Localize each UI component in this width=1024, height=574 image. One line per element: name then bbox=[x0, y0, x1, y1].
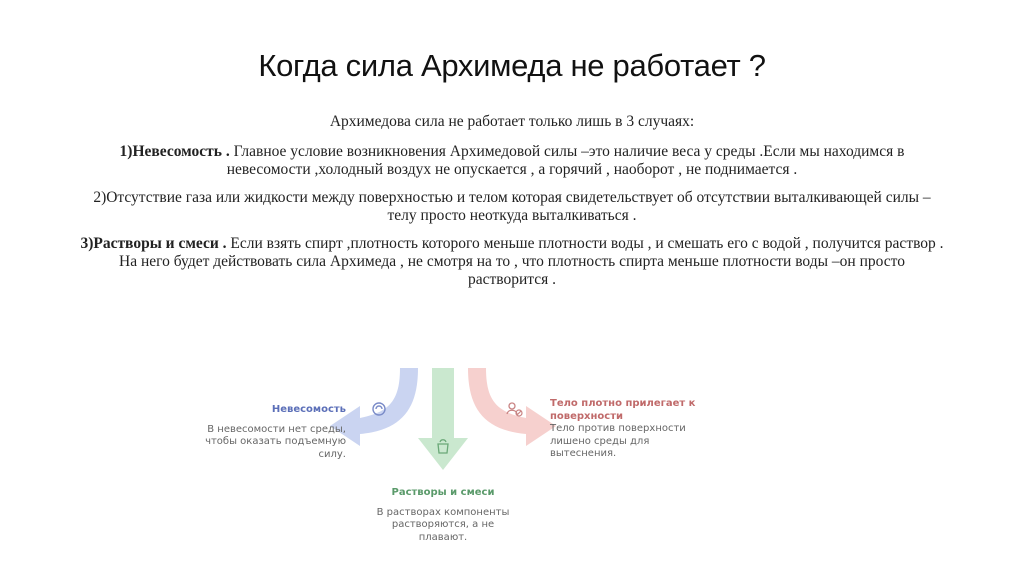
bottom-desc-line: растворяются, а не bbox=[391, 519, 495, 530]
case-2 bbox=[80, 189, 944, 225]
case-3-lead: 3)Растворы и смеси . bbox=[80, 235, 227, 252]
bottom-desc bbox=[343, 507, 543, 545]
right-heading-line: Тело плотно прилегает к bbox=[550, 398, 696, 409]
bottom-desc-line: В растворах компоненты bbox=[376, 506, 510, 518]
bottom-desc-line: плавают. bbox=[418, 531, 468, 543]
case-1-text: Главное условие возникновения Архимедовой силы –это наличие веса у среды .Если мы находимся в невесомости ,холодный воздух не опускается , а горячий , наоборот , не поднимается . bbox=[226, 143, 905, 178]
intro-text: Архимедова сила не работает только лишь в 3 случаях: bbox=[329, 113, 695, 130]
right-desc-line: Тело против поверхности bbox=[550, 423, 686, 434]
left-desc bbox=[150, 424, 346, 462]
bottom-heading: Растворы и смеси bbox=[391, 487, 495, 498]
case-3 bbox=[80, 235, 944, 289]
left-desc-line: силу. bbox=[318, 448, 346, 460]
right-desc bbox=[550, 423, 750, 461]
case-1 bbox=[80, 143, 944, 179]
right-heading bbox=[550, 398, 750, 423]
left-heading: Невесомость bbox=[271, 404, 346, 415]
right-block bbox=[550, 398, 750, 461]
slide-title: Когда сила Архимеда не работает ? bbox=[258, 48, 766, 83]
left-block bbox=[150, 404, 346, 461]
center-arrow bbox=[418, 368, 468, 470]
right-heading-line: поверхности bbox=[550, 410, 624, 422]
case-3-text: Если взять спирт ,плотность которого меньше плотности воды , и смешать его с водой , получится раствор . На него будет действовать сила Архимеда , не смотря на то , что плотность спирта меньше плотности воды –он просто растворится . bbox=[119, 235, 944, 288]
right-arrow bbox=[468, 368, 556, 446]
right-desc-line: вытеснения. bbox=[550, 448, 617, 459]
bottom-block bbox=[343, 487, 543, 544]
case-2-text: 2)Отсутствие газа или жидкости между поверхностью и телом которая свидетельствует об отсутствии выталкивающей силы –телу просто неоткуда выталкиваться . bbox=[93, 189, 931, 224]
right-desc-line: лишено среды для bbox=[550, 435, 650, 447]
case-1-lead: 1)Невесомость . bbox=[119, 143, 230, 160]
left-desc-line: В невесомости нет среды, bbox=[207, 423, 346, 435]
left-desc-line: чтобы оказать подъемную bbox=[205, 436, 346, 447]
diagram bbox=[150, 360, 750, 570]
slide-body bbox=[80, 113, 944, 299]
